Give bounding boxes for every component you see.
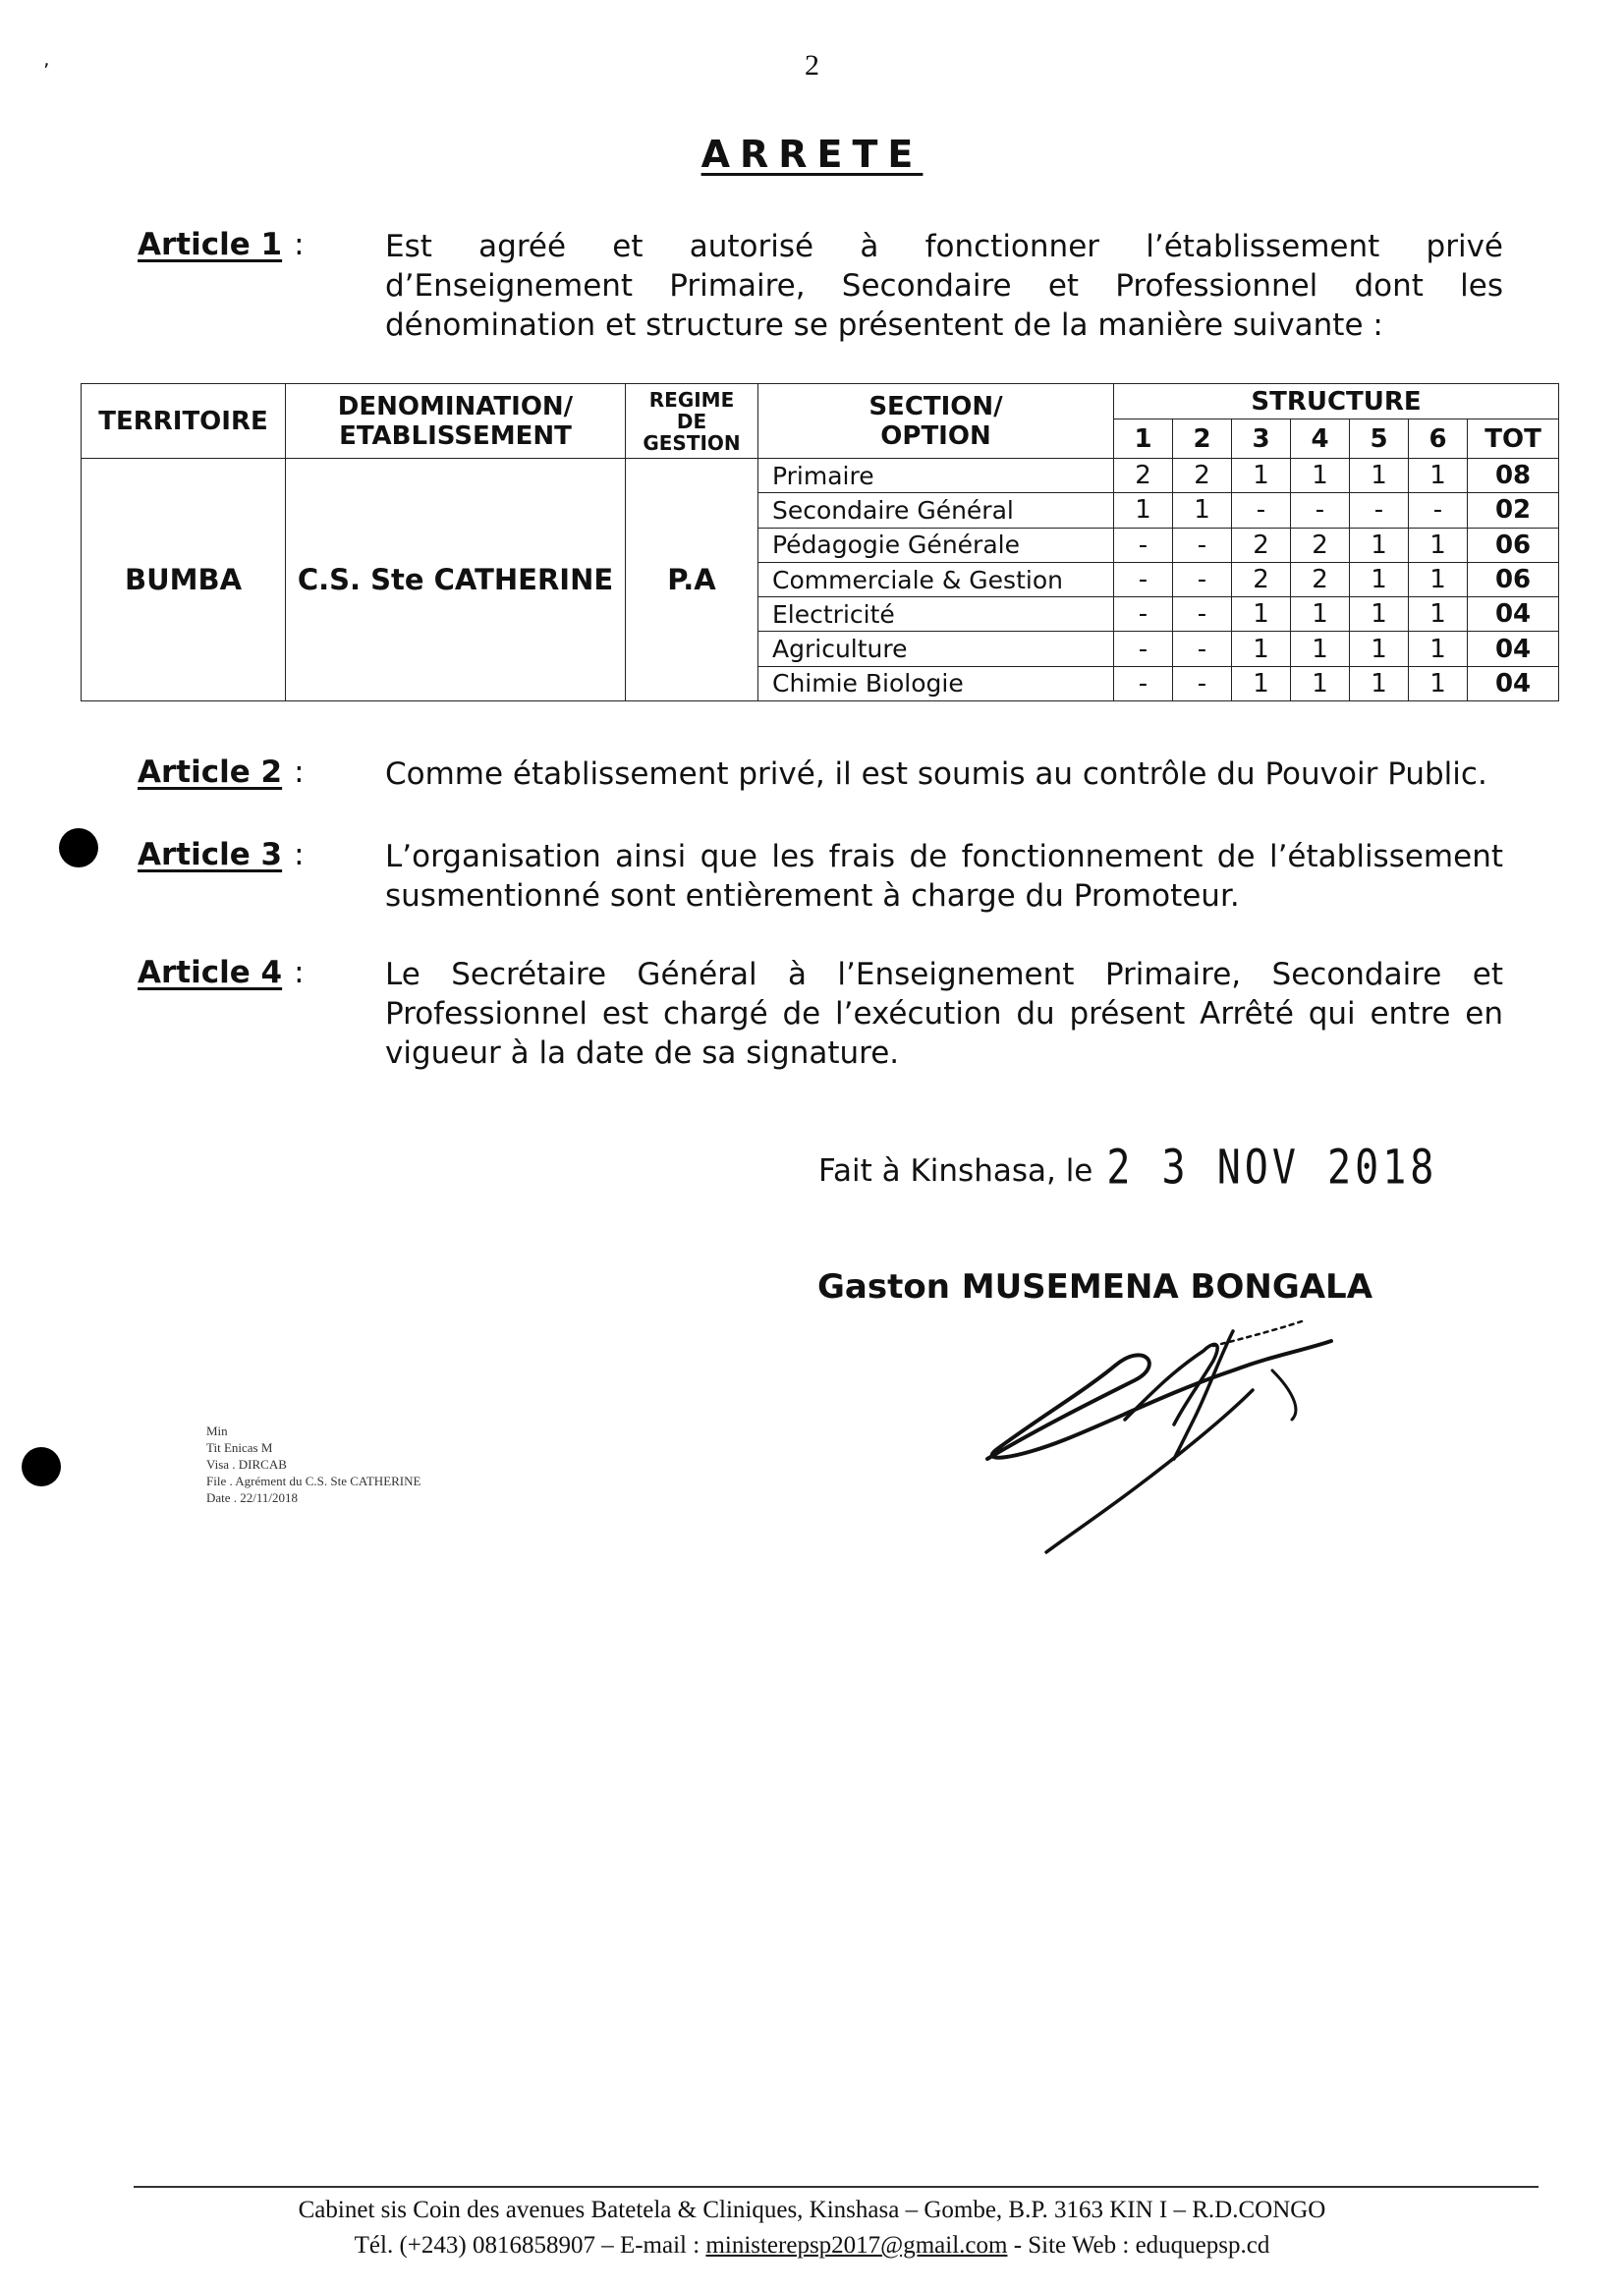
article-3-label [138, 837, 305, 872]
level-cell: 1 [1350, 666, 1409, 700]
place-text: Fait à Kinshasa, le [818, 1153, 1093, 1189]
article-1-text: Est agréé et autorisé à fonctionner l’établissement privé d’Enseignement Primaire, Secondaire et Professionnel dont les dénomination et structure se présentent de la manière suivante : [385, 229, 1503, 343]
section-cell: Secondaire Général [758, 493, 1114, 528]
footer-contact [0, 2228, 1624, 2263]
header-regime [626, 384, 758, 459]
article-label-text: Article 1 [138, 227, 283, 262]
level-cell: 1 [1291, 632, 1350, 666]
article-label-text: Article 3 [138, 837, 283, 872]
date-stamp: 2 3 NOV 2018 [1106, 1141, 1438, 1196]
article-2-text: Comme établissement privé, il est soumis au contrôle du Pouvoir Public. [385, 756, 1487, 792]
level-cell: - [1232, 493, 1291, 528]
level-cell: 2 [1114, 459, 1173, 493]
footer-divider [134, 2186, 1539, 2188]
article-label-text: Article 2 [138, 754, 283, 790]
tot-cell: 06 [1468, 528, 1559, 562]
tot-cell: 08 [1468, 459, 1559, 493]
level-cell: - [1114, 562, 1173, 596]
section-cell: Commerciale & Gestion [758, 562, 1114, 596]
level-cell: - [1114, 666, 1173, 700]
page-number: 2 [805, 49, 819, 82]
header-level-1: 1 [1114, 419, 1173, 459]
tot-cell: 04 [1468, 597, 1559, 632]
level-cell: 1 [1409, 632, 1468, 666]
level-cell: 1 [1232, 666, 1291, 700]
table-row [82, 459, 1559, 493]
ref-line: Tit Enicas M [206, 1440, 273, 1455]
header-denomination-line2: ETABLISSEMENT [339, 420, 572, 451]
level-cell: 1 [1232, 632, 1291, 666]
regime-cell: P.A [626, 459, 758, 701]
reference-block [206, 1423, 420, 1506]
level-cell: 1 [1350, 459, 1409, 493]
section-cell: Chimie Biologie [758, 666, 1114, 700]
level-cell: 1 [1409, 562, 1468, 596]
signer-name: Gaston MUSEMENA BONGALA [817, 1267, 1373, 1307]
level-cell: 1 [1291, 459, 1350, 493]
header-level-3: 3 [1232, 419, 1291, 459]
level-cell: 2 [1232, 528, 1291, 562]
handwritten-signature [978, 1312, 1371, 1557]
level-cell: - [1409, 493, 1468, 528]
header-structure: STRUCTURE [1114, 384, 1559, 419]
section-cell: Primaire [758, 459, 1114, 493]
level-cell: - [1114, 528, 1173, 562]
level-cell: 1 [1409, 459, 1468, 493]
header-level-4: 4 [1291, 419, 1350, 459]
header-level-2: 2 [1173, 419, 1232, 459]
header-regime-line2: DE [676, 409, 707, 433]
header-tot: TOT [1468, 419, 1559, 459]
section-cell: Electricité [758, 597, 1114, 632]
level-cell: 1 [1409, 666, 1468, 700]
header-level-6: 6 [1409, 419, 1468, 459]
place-date-line [818, 1141, 1438, 1196]
header-denomination [286, 384, 626, 459]
level-cell: 1 [1232, 459, 1291, 493]
article-colon: : [294, 837, 305, 872]
punch-hole [59, 828, 98, 867]
footer-phone: Tél. (+243) 0816858907 – E-mail : [354, 2232, 700, 2259]
tot-cell: 04 [1468, 666, 1559, 700]
article-3-text: L’organisation ainsi que les frais de fonctionnement de l’établissement susmentionné sont entièrement à charge du Promoteur. [385, 839, 1503, 914]
header-level-5: 5 [1350, 419, 1409, 459]
level-cell: - [1173, 632, 1232, 666]
level-cell: 1 [1350, 562, 1409, 596]
denomination-cell: C.S. Ste CATHERINE [286, 459, 626, 701]
footer-website: - Site Web : eduquepsp.cd [1013, 2232, 1270, 2259]
level-cell: 1 [1409, 597, 1468, 632]
ref-line: Date . 22/11/2018 [206, 1490, 299, 1505]
header-regime-line1: REGIME [648, 387, 735, 412]
level-cell: 2 [1173, 459, 1232, 493]
level-cell: 1 [1350, 632, 1409, 666]
level-cell: 1 [1350, 528, 1409, 562]
level-cell: - [1173, 597, 1232, 632]
level-cell: 1 [1232, 597, 1291, 632]
level-cell: - [1173, 666, 1232, 700]
level-cell: - [1114, 597, 1173, 632]
article-colon: : [294, 955, 305, 990]
header-regime-line3: GESTION [643, 430, 741, 455]
level-cell: 1 [1291, 666, 1350, 700]
header-section [758, 384, 1114, 459]
level-cell: - [1173, 562, 1232, 596]
scan-speck: ʼ [43, 59, 50, 83]
level-cell: - [1173, 528, 1232, 562]
article-colon: : [294, 227, 305, 262]
ref-line: File . Agrément du C.S. Ste CATHERINE [206, 1474, 421, 1488]
level-cell: - [1350, 493, 1409, 528]
footer-address: Cabinet sis Coin des avenues Batetela & Cliniques, Kinshasa – Gombe, B.P. 3163 KIN I – R.D.CONGO [298, 2197, 1326, 2223]
article-1-label [138, 227, 305, 262]
header-section-line2: OPTION [880, 420, 991, 451]
level-cell: 2 [1291, 528, 1350, 562]
tot-cell: 06 [1468, 562, 1559, 596]
level-cell: - [1114, 632, 1173, 666]
article-label-text: Article 4 [138, 955, 283, 990]
establishment-structure-table [81, 383, 1559, 701]
level-cell: 1 [1173, 493, 1232, 528]
level-cell: 2 [1291, 562, 1350, 596]
tot-cell: 04 [1468, 632, 1559, 666]
ref-line: Visa . DIRCAB [206, 1457, 287, 1472]
level-cell: 1 [1291, 597, 1350, 632]
header-denomination-line1: DENOMINATION/ [337, 391, 574, 421]
header-territoire: TERRITOIRE [82, 384, 286, 459]
footer-email-link[interactable]: ministerepsp2017@gmail.com [705, 2232, 1008, 2259]
territoire-cell: BUMBA [82, 459, 286, 701]
article-colon: : [294, 754, 305, 790]
section-cell: Pédagogie Générale [758, 528, 1114, 562]
level-cell: 1 [1114, 493, 1173, 528]
header-section-line1: SECTION/ [868, 391, 1003, 421]
section-cell: Agriculture [758, 632, 1114, 666]
punch-hole [22, 1447, 61, 1486]
article-2-label [138, 754, 305, 790]
page-title: ARRETE [700, 133, 924, 176]
ref-line: Min [206, 1424, 228, 1438]
level-cell: 1 [1409, 528, 1468, 562]
article-4-label [138, 955, 305, 990]
level-cell: - [1291, 493, 1350, 528]
level-cell: 1 [1350, 597, 1409, 632]
tot-cell: 02 [1468, 493, 1559, 528]
level-cell: 2 [1232, 562, 1291, 596]
article-4-text: Le Secrétaire Général à l’Enseignement Primaire, Secondaire et Professionnel est chargé de l’exécution du présent Arrêté qui entre en vigueur à la date de sa signature. [385, 957, 1503, 1071]
